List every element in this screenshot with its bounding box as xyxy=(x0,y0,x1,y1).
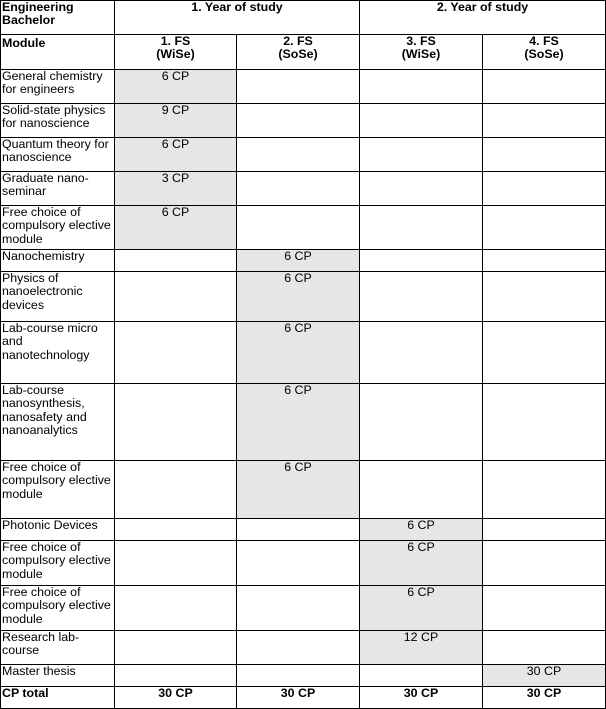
module-row xyxy=(1,272,606,322)
empty-cell xyxy=(115,272,237,322)
module-name: Lab-course micro and nanotechnology xyxy=(1,322,115,384)
module-name: Quantum theory for nanoscience xyxy=(1,138,115,172)
semester-term: (SoSe) xyxy=(278,47,318,62)
total-cell-3: 30 CP xyxy=(360,687,483,709)
module-row xyxy=(1,322,606,384)
empty-cell xyxy=(483,519,606,541)
semester-number: 2. FS xyxy=(283,34,313,48)
module-row xyxy=(1,631,606,665)
module-name: Graduate nano-seminar xyxy=(1,172,115,206)
credit-points-cell: 3 CP xyxy=(115,172,237,206)
empty-cell xyxy=(483,70,606,104)
empty-cell xyxy=(483,250,606,272)
empty-cell xyxy=(115,586,237,631)
credit-points-cell: 6 CP xyxy=(237,461,360,519)
module-name: Free choice of compulsory elective module xyxy=(1,461,115,519)
empty-cell xyxy=(360,70,483,104)
empty-cell xyxy=(115,322,237,384)
empty-cell xyxy=(360,104,483,138)
empty-cell xyxy=(115,631,237,665)
module-row xyxy=(1,461,606,519)
credit-points-cell: 6 CP xyxy=(237,272,360,322)
credit-points-cell: 6 CP xyxy=(115,138,237,172)
module-row xyxy=(1,104,606,138)
empty-cell xyxy=(360,384,483,461)
semester-header-1 xyxy=(115,35,237,70)
empty-cell xyxy=(115,541,237,586)
module-row xyxy=(1,206,606,250)
empty-cell xyxy=(237,206,360,250)
module-row xyxy=(1,519,606,541)
empty-cell xyxy=(360,461,483,519)
empty-cell xyxy=(237,104,360,138)
empty-cell xyxy=(115,461,237,519)
credit-points-cell: 6 CP xyxy=(115,206,237,250)
credit-points-cell: 6 CP xyxy=(115,70,237,104)
empty-cell xyxy=(360,322,483,384)
module-name: Research lab-course xyxy=(1,631,115,665)
semester-term: (WiSe) xyxy=(156,47,195,62)
module-row xyxy=(1,384,606,461)
empty-cell xyxy=(115,519,237,541)
empty-cell xyxy=(483,384,606,461)
total-row xyxy=(1,687,606,709)
module-name: Physics of nanoelectronic devices xyxy=(1,272,115,322)
semester-header-4 xyxy=(483,35,606,70)
module-rows xyxy=(1,70,606,687)
empty-cell xyxy=(237,665,360,687)
module-name: Photonic Devices xyxy=(1,519,115,541)
empty-cell xyxy=(237,631,360,665)
total-cell-1: 30 CP xyxy=(115,687,237,709)
empty-cell xyxy=(483,138,606,172)
module-row xyxy=(1,586,606,631)
empty-cell xyxy=(115,384,237,461)
empty-cell xyxy=(237,541,360,586)
credit-points-cell: 6 CP xyxy=(360,586,483,631)
empty-cell xyxy=(237,519,360,541)
semester-term: (SoSe) xyxy=(524,47,564,62)
empty-cell xyxy=(237,172,360,206)
module-name: Master thesis xyxy=(1,665,115,687)
module-row xyxy=(1,665,606,687)
module-row xyxy=(1,138,606,172)
empty-cell xyxy=(360,250,483,272)
module-name: Solid-state physics for nanoscience xyxy=(1,104,115,138)
semester-header-row xyxy=(1,35,606,70)
empty-cell xyxy=(483,104,606,138)
credit-points-cell: 6 CP xyxy=(360,519,483,541)
empty-cell xyxy=(483,461,606,519)
credit-points-cell: 6 CP xyxy=(237,322,360,384)
empty-cell xyxy=(483,206,606,250)
module-name: Free choice of compulsory elective module xyxy=(1,541,115,586)
empty-cell xyxy=(483,586,606,631)
empty-cell xyxy=(483,541,606,586)
module-name: Lab-course nanosynthesis, nanosafety and nanoanalytics xyxy=(1,384,115,461)
empty-cell xyxy=(360,665,483,687)
empty-cell xyxy=(237,586,360,631)
credit-points-cell: 30 CP xyxy=(483,665,606,687)
year-header-row xyxy=(1,1,606,35)
empty-cell xyxy=(237,138,360,172)
module-name: Free choice of compulsory elective module xyxy=(1,586,115,631)
semester-number: 4. FS xyxy=(529,34,559,48)
year-2-header: 2. Year of study xyxy=(360,1,606,35)
year-1-header: 1. Year of study xyxy=(115,1,360,35)
semester-term: (WiSe) xyxy=(401,47,441,62)
module-row xyxy=(1,541,606,586)
empty-cell xyxy=(115,665,237,687)
credit-points-cell: 6 CP xyxy=(237,250,360,272)
empty-cell xyxy=(483,631,606,665)
total-cell-4: 30 CP xyxy=(483,687,606,709)
empty-cell xyxy=(483,322,606,384)
credit-points-cell: 6 CP xyxy=(360,541,483,586)
total-cell-2: 30 CP xyxy=(237,687,360,709)
module-name: Nanochemistry xyxy=(1,250,115,272)
empty-cell xyxy=(115,250,237,272)
empty-cell xyxy=(360,272,483,322)
module-row xyxy=(1,70,606,104)
credit-points-cell: 9 CP xyxy=(115,104,237,138)
module-name: General chemistry for engineers xyxy=(1,70,115,104)
module-row xyxy=(1,250,606,272)
empty-cell xyxy=(360,172,483,206)
empty-cell xyxy=(360,138,483,172)
module-name: Free choice of compulsory elective module xyxy=(1,206,115,250)
credit-points-cell: 12 CP xyxy=(360,631,483,665)
empty-cell xyxy=(483,172,606,206)
semester-number: 1. FS xyxy=(160,34,191,48)
module-row xyxy=(1,172,606,206)
total-label: CP total xyxy=(1,687,115,709)
empty-cell xyxy=(483,272,606,322)
semester-number: 3. FS xyxy=(406,34,436,48)
credit-points-cell: 6 CP xyxy=(237,384,360,461)
semester-header-3 xyxy=(360,35,483,70)
empty-cell xyxy=(237,70,360,104)
semester-header-2 xyxy=(237,35,360,70)
module-column-header: Module xyxy=(1,35,115,70)
empty-cell xyxy=(360,206,483,250)
corner-label: Engineering Bachelor xyxy=(1,1,115,35)
